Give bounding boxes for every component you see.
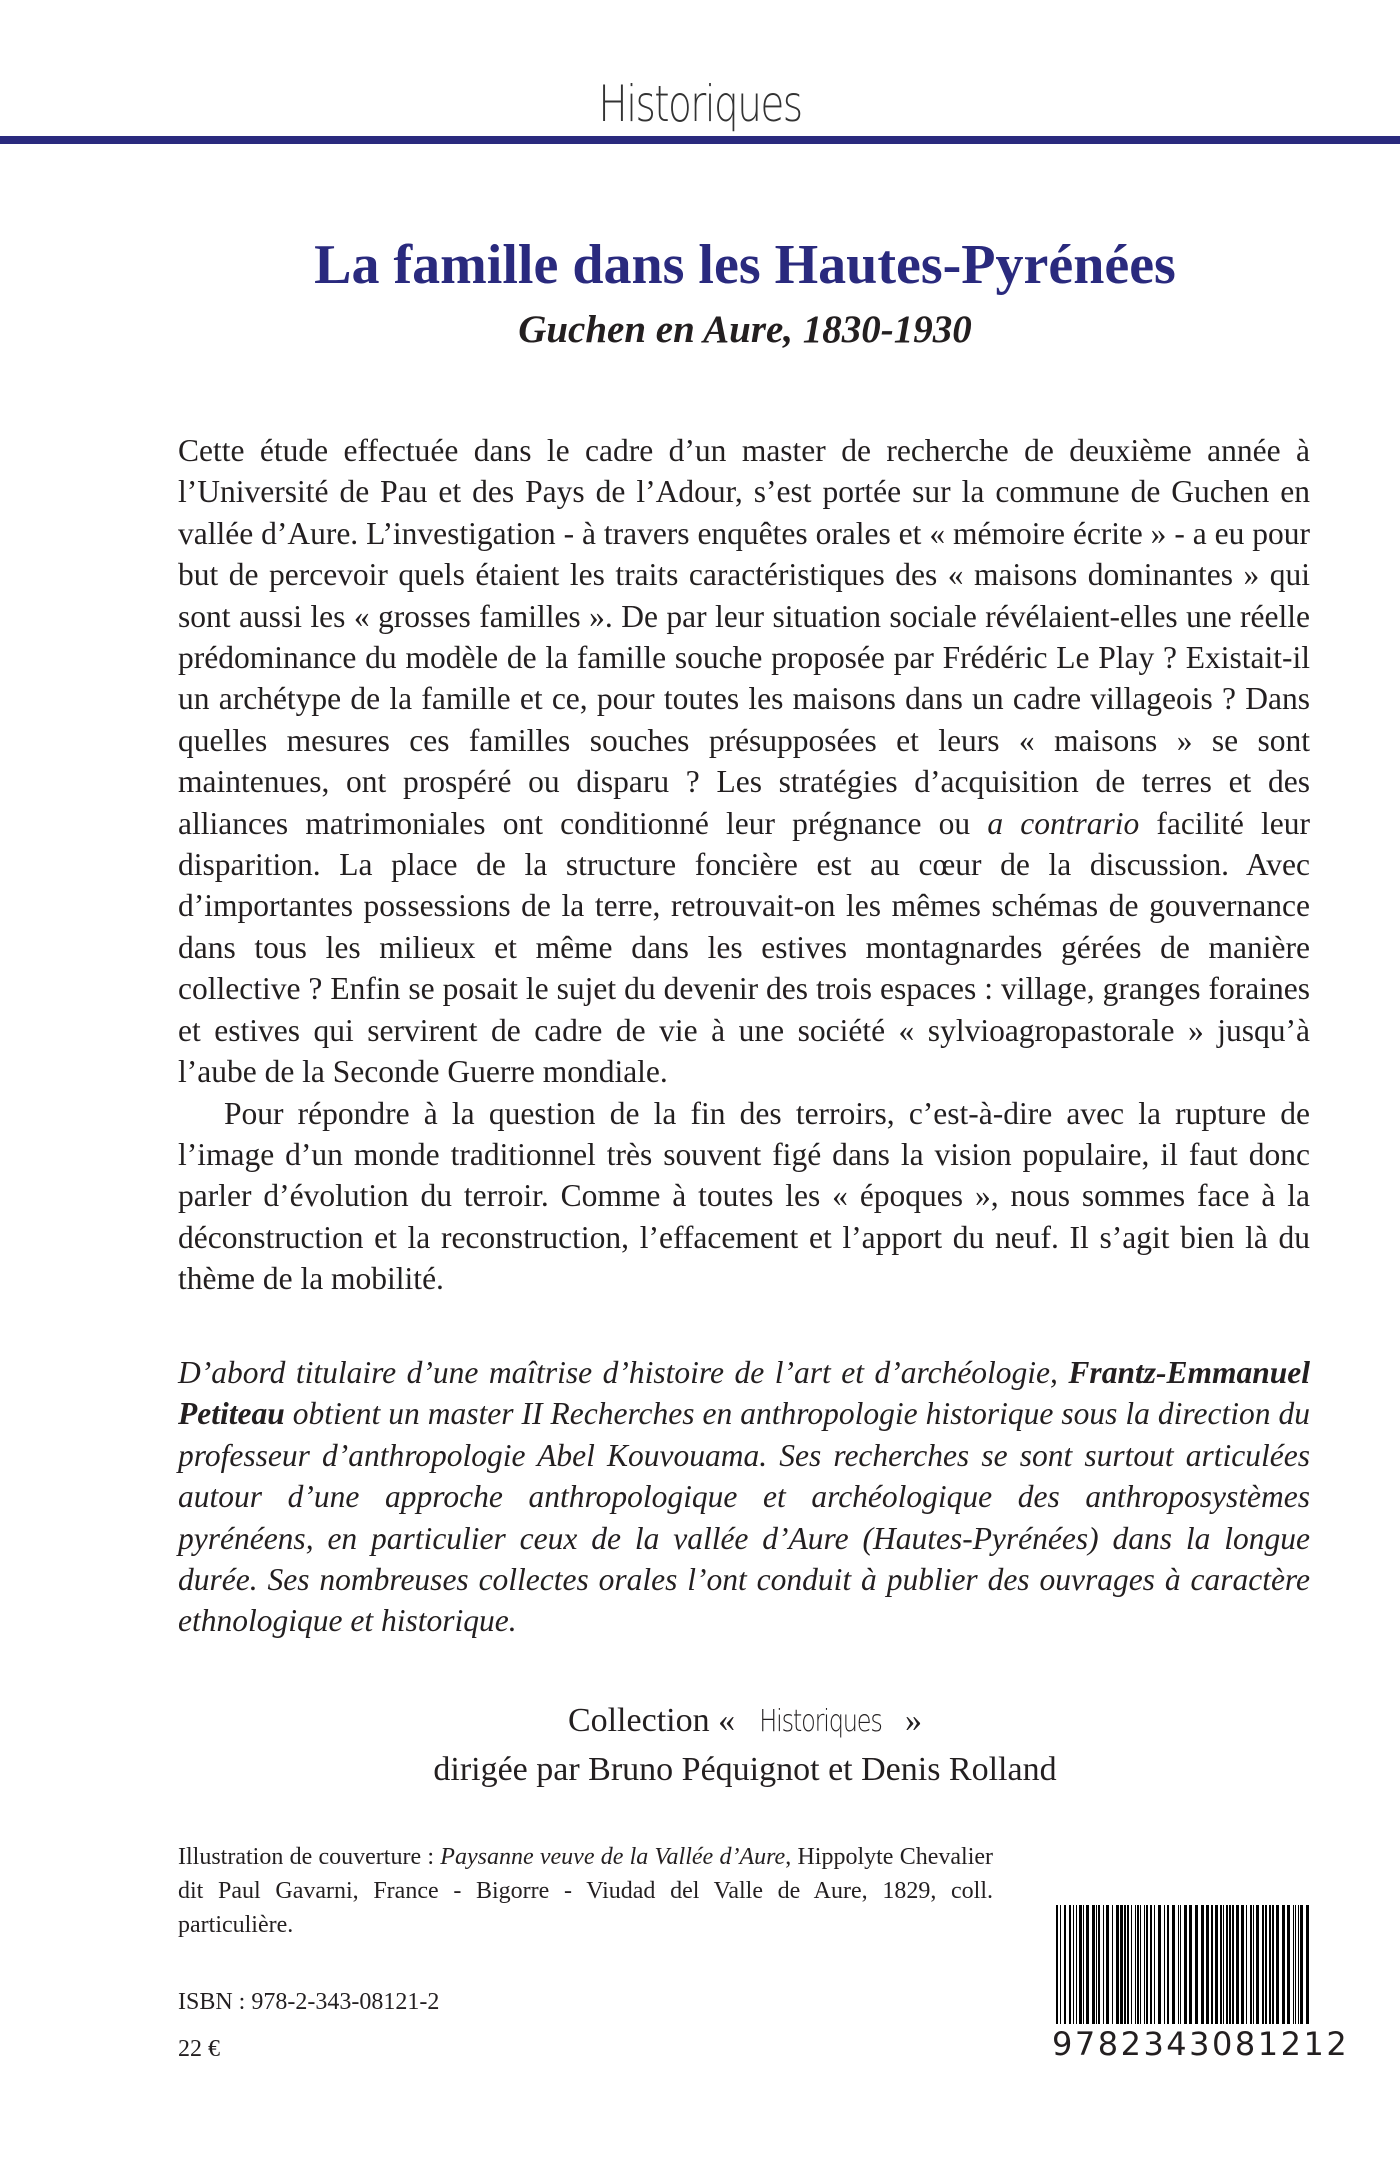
barcode-bar <box>1295 1905 1296 2025</box>
summary-p1-part1: Cette étude effectuée dans le cadre d’un master de recherche de deuxième année à l’Université de Pau et des Pays de l’Adour, s’est portée sur la commune de Guchen en vallée d’Aure. L’investigation - à travers enquêtes orales et « mémoire écrite » - a eu pour but de percevoir quels étaient les traits caractéristiques des « maisons dominantes » qui sont aussi les « grosses familles ». De par leur situation sociale révélaient-elles une réelle prédominance du modèle de la famille souche proposée par Frédéric Le Play ? Existait-il un archétype de la famille et ce, pour toutes les maisons dans un cadre villageois ? Dans quelles mesures ces familles souches présupposées et leurs « maisons » se sont maintenues, ont prospéré ou disparu ? Les stratégies d’acquisition de terres et des alliances matrimoniales ont conditionné leur prégnance ou <box>178 433 1310 841</box>
barcode-bar <box>1206 1905 1209 2025</box>
barcode-bar <box>1131 1905 1132 2025</box>
author-bio <box>178 1352 1310 1642</box>
series-name: Historiques <box>598 75 802 133</box>
credits-label: Illustration de couverture : <box>178 1844 435 1870</box>
barcode-bar <box>1246 1905 1247 2025</box>
barcode-bar <box>1262 1905 1264 2025</box>
barcode-bar <box>1106 1905 1109 2025</box>
barcode-bar <box>1137 1905 1139 2025</box>
barcode-bar <box>1184 1905 1187 2025</box>
barcode-bar <box>1265 1905 1267 2025</box>
collection-info <box>0 1697 1400 1794</box>
credits-artwork: Paysanne veuve de la Vallée d’Aure <box>440 1844 786 1870</box>
barcode-bar <box>1253 1905 1254 2025</box>
barcode-bar <box>1269 1905 1271 2025</box>
barcode-bar <box>1195 1905 1198 2025</box>
barcode-bar <box>1086 1905 1089 2025</box>
barcode-bar <box>1293 1905 1294 2025</box>
barcode-bar <box>1127 1905 1129 2025</box>
barcode-bar <box>1276 1905 1279 2025</box>
barcode-bar <box>1144 1905 1145 2025</box>
header-rule <box>0 136 1400 144</box>
summary-p1-part2: facilité leur disparition. La place de la structure foncière est au cœur de la discussion. Avec d’importantes possessions de la terre, retrouvait-on les mêmes schémas de gouvernance dans tous les milieux et même dans les estives montagnardes gérées de manière collective ? Enfin se posait le sujet du devenir des trois espaces : village, granges foraines et estives qui servirent de cadre de vie à une société « sylvioagropastorale » jusqu’à l’aube de la Seconde Guerre mondiale. <box>178 805 1310 1090</box>
barcode-bar <box>1146 1905 1148 2025</box>
book-subtitle: Guchen en Aure, 1830-1930 <box>518 308 972 351</box>
barcode-bar <box>1215 1905 1218 2025</box>
barcode-bar <box>1189 1905 1192 2025</box>
barcode-bar <box>1282 1905 1285 2025</box>
barcode-bar <box>1241 1905 1244 2025</box>
barcode-bar <box>1300 1905 1303 2025</box>
barcode-bar <box>1079 1905 1082 2025</box>
barcode-bar <box>1306 1905 1309 2025</box>
barcode-bar <box>1226 1905 1228 2025</box>
barcode-bar <box>1076 1905 1077 2025</box>
barcode-bar <box>1201 1905 1204 2025</box>
collection-suffix: » <box>905 1702 923 1739</box>
barcode-bar <box>1220 1905 1222 2025</box>
collection-prefix: Collection « <box>567 1702 736 1739</box>
collection-series-name: Historiques <box>758 1704 882 1739</box>
barcode-digits: 9782343081212 <box>1052 2025 1350 2063</box>
summary-paragraph-1 <box>178 430 1310 1093</box>
barcode-bar <box>1250 1905 1252 2025</box>
bio-before: D’abord titulaire d’une maîtrise d’histoire de l’art et d’archéologie, <box>178 1355 1058 1390</box>
barcode-bar <box>1124 1905 1126 2025</box>
summary-paragraph-2: Pour répondre à la question de la fin des terroirs, c’est-à-dire avec la rupture de l’image d’un monde traditionnel très souvent figé dans la vision populaire, il faut donc parler d’évolution du terroir. Comme à toutes les « époques », nous sommes face à la déconstruction et la reconstruction, l’effacement et l’apport du neuf. Il s’agit bien là du thème de la mobilité. <box>178 1095 1310 1297</box>
barcode-bar <box>1158 1905 1161 2025</box>
barcode-bar <box>1172 1905 1175 2025</box>
barcode-bar <box>1120 1905 1123 2025</box>
barcode-bar <box>1154 1905 1155 2025</box>
cover-credits <box>178 1840 993 1942</box>
barcode-bar <box>1167 1905 1169 2025</box>
barcode-bar <box>1232 1905 1234 2025</box>
barcode-bar <box>1073 1905 1074 2025</box>
barcode-bar <box>1098 1905 1100 2025</box>
barcode-bar <box>1135 1905 1136 2025</box>
collection-directors: dirigée par Bruno Péquignot et Denis Rolland <box>433 1751 1057 1788</box>
barcode-bar <box>1298 1905 1299 2025</box>
barcode-bar <box>1164 1905 1165 2025</box>
summary-text <box>178 430 1310 1300</box>
barcode-bar <box>1083 1905 1084 2025</box>
book-title: La famille dans les Hautes-Pyrénées <box>314 234 1176 296</box>
author-name: Frantz-Emmanuel Petiteau <box>178 1355 1310 1432</box>
barcode-bar <box>1178 1905 1179 2025</box>
barcode-bar <box>1056 1905 1058 2025</box>
collection-line <box>0 1697 1400 1746</box>
bio-after: obtient un master II Recherches en anthropologie historique sous la direction du professeur d’anthropologie Abel Kouvouama. Ses recherches se sont surtout articulées autour d’une approche anthropologique et archéologique des anthroposystèmes pyrénéens, en particulier ceux de la vallée d’Aure (Hautes-Pyrénées) dans la longue durée. Ses nombreuses collectes orales l’ont conduit à publier des ouvrages à caractère ethnologique et historique. <box>178 1396 1310 1639</box>
barcode-bar <box>1236 1905 1239 2025</box>
price: 22 € <box>178 2036 220 2062</box>
barcode-bar <box>1229 1905 1231 2025</box>
barcode-bar <box>1060 1905 1061 2025</box>
barcode-bar <box>1256 1905 1259 2025</box>
barcode-bar <box>1069 1905 1071 2025</box>
barcode-bar <box>1140 1905 1141 2025</box>
barcode-bar <box>1272 1905 1274 2025</box>
barcode-bar <box>1096 1905 1097 2025</box>
barcode-bar <box>1150 1905 1152 2025</box>
credits-details: , Hippolyte Chevalier dit Paul Gavarni, France - Bigorre - Viudad del Valle de Aure, 1829, coll. particulière. <box>178 1844 994 1938</box>
summary-p1-italic: a contrario <box>987 805 1140 841</box>
barcode-bar <box>1211 1905 1213 2025</box>
barcode-bar <box>1180 1905 1181 2025</box>
isbn: ISBN : 978-2-343-08121-2 <box>178 1989 440 2015</box>
barcode-bar <box>1223 1905 1224 2025</box>
barcode-bar <box>1287 1905 1290 2025</box>
barcode-bar <box>1064 1905 1066 2025</box>
barcode-bar <box>1116 1905 1119 2025</box>
barcode-bar <box>1092 1905 1095 2025</box>
barcode-bar <box>1112 1905 1113 2025</box>
barcode-bar <box>1103 1905 1104 2025</box>
barcode-bars <box>1052 1905 1314 2025</box>
